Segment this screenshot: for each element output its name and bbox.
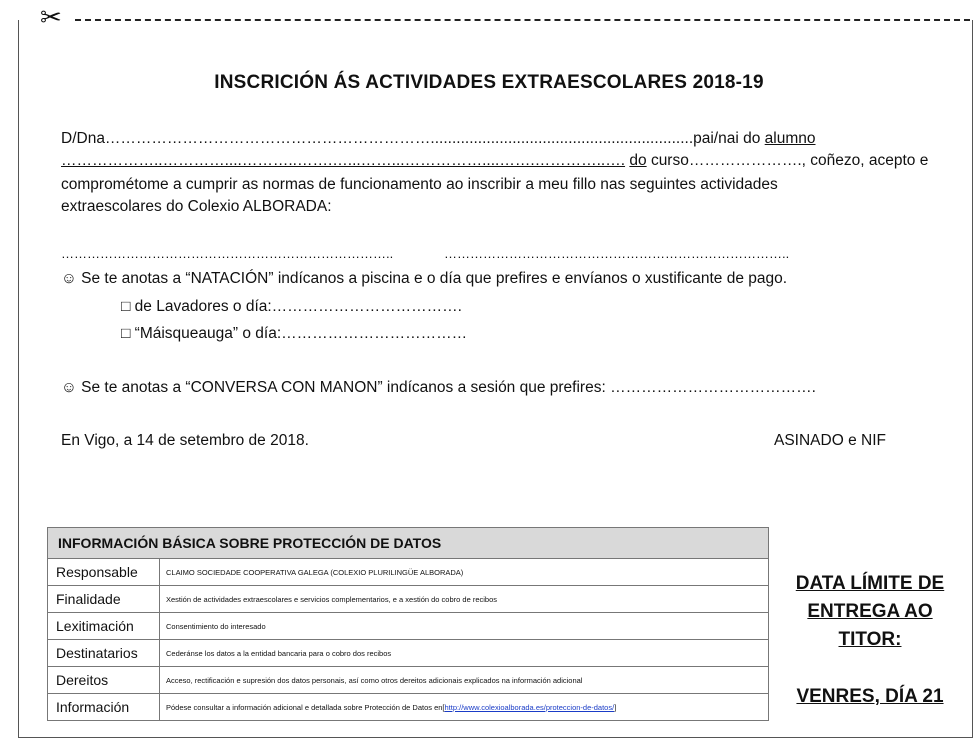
table-row <box>48 667 769 694</box>
option-lavadores[interactable]: □ de Lavadores o día:………………………………. <box>121 298 462 315</box>
option-maisqueauga[interactable]: □ “Máisqueauga” o día:……………………………… <box>121 325 468 342</box>
row-value: Cederánse los datos a la entidad bancaria para o cobro dos recibos <box>160 640 769 667</box>
scissors-icon: ✂ <box>40 2 62 32</box>
row-value: Consentimiento do interesado <box>160 613 769 640</box>
row-key: Lexitimación <box>48 613 160 640</box>
cut-line <box>75 19 970 21</box>
student-name-field[interactable]: ………………..…………....………..…….…...……...……………....…….…………..…. <box>61 152 626 169</box>
info-suffix: ] <box>614 702 617 712</box>
protection-link[interactable]: http://www.colexioalborada.es/proteccion-de-datos/ <box>444 702 615 712</box>
deadline-line-3: TITOR: <box>838 629 902 650</box>
alumno-label: alumno <box>764 130 816 147</box>
deadline-line-1: DATA LÍMITE DE <box>795 573 945 594</box>
commitment-line-2: extraescolares do Colexio ALBORADA: <box>61 198 332 215</box>
conversa-instruction: ☺ Se te anotas a “CONVERSA CON MANON” indícanos a sesión que prefires: …………………………………. <box>61 379 816 396</box>
row-value: Acceso, rectificación e supresión dos datos personais, así como otros dereitos adicionais explicados na información adicional <box>160 667 769 694</box>
student-line <box>61 150 928 172</box>
activity-field-2[interactable]: …………………………………………………………………….. <box>444 246 790 261</box>
course-field[interactable]: curso…………………., coñezo, acepto e <box>650 152 929 169</box>
form-title: INSCRICIÓN ÁS ACTIVIDADES EXTRAESCOLARES 2018-19 <box>214 72 764 93</box>
table-row <box>48 586 769 613</box>
row-value: CLAIMO SOCIEDADE COOPERATIVA GALEGA (COLEXIO PLURILINGÜE ALBORADA) <box>160 559 769 586</box>
row-key: Destinatarios <box>48 640 160 667</box>
protection-header: INFORMACIÓN BÁSICA SOBRE PROTECCIÓN DE DATOS <box>48 528 769 559</box>
table-row <box>48 613 769 640</box>
row-key: Responsable <box>48 559 160 586</box>
info-prefix: Pódese consultar a información adicional e detallada sobre Protección de Datos en[ <box>166 702 445 712</box>
deadline-date: VENRES, DÍA 21 <box>796 686 944 707</box>
guardian-name-field[interactable]: D/Dna……………………………………………………….............................................................pai/nai do <box>61 130 761 147</box>
row-key: Información <box>48 694 160 721</box>
table-row <box>48 640 769 667</box>
table-row <box>48 559 769 586</box>
deadline-line-2: ENTREGA AO <box>807 601 933 622</box>
signature-label: ASINADO e NIF <box>774 432 886 449</box>
do-label: do <box>629 152 647 169</box>
commitment-line: comprométome a cumprir as normas de funcionamento ao inscribir a meu fillo nas seguintes actividades <box>61 176 778 193</box>
row-key: Dereitos <box>48 667 160 694</box>
table-row <box>48 694 769 721</box>
data-protection-table <box>47 527 769 721</box>
row-value: Xestión de actividades extraescolares e servicios complementarios, e a xestión do cobro de recibos <box>160 586 769 613</box>
guardian-line <box>61 128 816 150</box>
row-key: Finalidade <box>48 586 160 613</box>
date-text: En Vigo, a 14 de setembro de 2018. <box>61 432 309 449</box>
activity-field-1[interactable]: ………………………………………………………………….. <box>61 246 394 261</box>
row-value <box>160 694 769 721</box>
natacion-instruction: ☺ Se te anotas a “NATACIÓN” indícanos a piscina e o día que prefires e envíanos o xustificante de pago. <box>61 270 788 287</box>
